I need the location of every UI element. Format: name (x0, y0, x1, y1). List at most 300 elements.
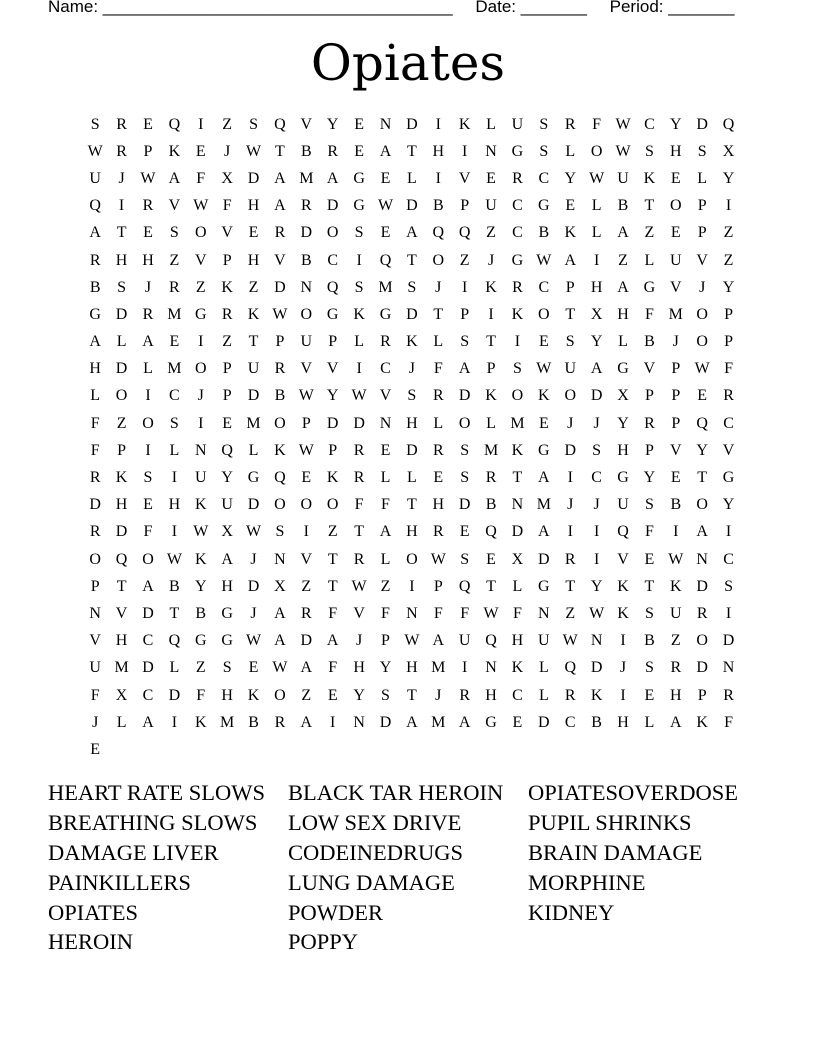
word-column (48, 778, 288, 957)
grid-letter: V (670, 441, 682, 459)
grid-letter: H (617, 305, 629, 323)
grid-letter: H (432, 142, 445, 160)
grid-letter: A (379, 142, 392, 160)
grid-letter: U (670, 604, 682, 622)
grid-letter: R (300, 604, 312, 622)
grid-letter: C (644, 115, 655, 133)
grid-letter: J (250, 550, 257, 568)
grid-letter: C (327, 251, 339, 269)
grid-letter: L (565, 142, 576, 160)
grid-letter: J (92, 713, 99, 731)
grid-letter: P (460, 197, 470, 215)
grid-letter: F (460, 604, 470, 622)
grid-letter: Q (696, 414, 708, 432)
grid-letter: H (115, 632, 128, 650)
grid-letter: W (245, 523, 262, 541)
grid-letter: I (198, 333, 204, 351)
grid-letter: D (142, 604, 154, 622)
grid-letter: Z (301, 577, 312, 595)
grid-letter: A (670, 713, 682, 731)
grid-letter: K (511, 441, 524, 459)
grid-letter: S (724, 577, 734, 595)
grid-letter: B (300, 142, 312, 160)
grid-letter: R (221, 305, 233, 323)
grid-letter: X (221, 523, 233, 541)
grid-letter: P (433, 577, 443, 595)
grid-letter: U (221, 496, 233, 514)
grid-letter: G (194, 305, 207, 323)
grid-letter: G (485, 713, 497, 731)
grid-letter: Q (564, 659, 576, 677)
grid-letter: A (274, 169, 286, 187)
grid-letter: K (696, 713, 708, 731)
grid-letter: V (670, 278, 682, 296)
grid-letter: U (458, 632, 471, 650)
grid-letter: E (143, 115, 153, 133)
grid-letter: R (116, 142, 127, 160)
grid-letter: D (89, 496, 101, 514)
grid-letter: F (354, 496, 364, 514)
grid-letter: L (354, 333, 364, 351)
grid-letter: A (326, 632, 339, 650)
grid-letter: H (89, 360, 101, 378)
grid-letter: C (591, 469, 602, 487)
grid-letter: J (435, 686, 442, 704)
grid-letter: J (567, 496, 574, 514)
grid-letter: B (169, 577, 180, 595)
grid-letter: I (725, 604, 732, 622)
grid-letter: T (433, 305, 444, 323)
grid-letter: M (483, 441, 499, 459)
grid-letter: J (197, 387, 204, 405)
grid-letter: Z (195, 278, 206, 296)
grid-letter: V (696, 251, 708, 269)
grid-letter: S (644, 604, 654, 622)
grid-letter: C (723, 414, 734, 432)
word-item: LOW SEX DRIVE (288, 809, 462, 835)
grid-letter: H (142, 251, 154, 269)
grid-letter: E (380, 224, 391, 242)
grid-letter: S (644, 142, 654, 160)
grid-letter: Y (564, 169, 576, 187)
grid-letter: S (407, 387, 417, 405)
grid-letter: I (145, 387, 151, 405)
grid-letter: H (406, 659, 418, 677)
grid-letter: P (644, 387, 654, 405)
word-item: PUPIL SHRINKS (528, 809, 692, 835)
grid-letter: J (408, 360, 415, 378)
grid-letter: D (538, 550, 550, 568)
grid-letter: E (354, 115, 364, 133)
grid-letter: Y (617, 414, 629, 432)
grid-letter: D (326, 414, 339, 432)
grid-letter: S (460, 550, 470, 568)
grid-letter: Z (222, 333, 233, 351)
grid-letter: T (327, 550, 338, 568)
grid-letter: W (87, 142, 103, 160)
grid-letter: G (194, 632, 207, 650)
grid-letter: O (300, 305, 313, 323)
grid-letter: Z (301, 686, 312, 704)
grid-letter: I (462, 278, 468, 296)
grid-letter: I (725, 523, 732, 541)
grid-letter: G (538, 441, 550, 459)
grid-letter: V (326, 360, 339, 378)
grid-letter: E (380, 441, 391, 459)
grid-letter: T (565, 577, 576, 595)
grid-letter: S (249, 115, 258, 133)
grid-letter: W (536, 360, 552, 378)
grid-letter: O (326, 224, 339, 242)
grid-letter: P (671, 387, 681, 405)
grid-letter: E (644, 550, 655, 568)
grid-letter: M (431, 713, 446, 731)
grid-letter: Z (459, 251, 470, 269)
grid-letter: E (538, 414, 549, 432)
grid-letter: L (90, 387, 101, 405)
grid-letter: P (275, 333, 285, 351)
grid-letter: Z (723, 251, 734, 269)
grid-letter: I (198, 115, 204, 133)
grid-letter: L (116, 713, 127, 731)
grid-letter: A (168, 169, 181, 187)
grid-letter: D (538, 713, 550, 731)
grid-letter: T (486, 577, 496, 595)
grid-letter: E (459, 523, 470, 541)
grid-letter: B (644, 333, 655, 351)
grid-letter: H (353, 659, 365, 677)
grid-letter: R (485, 469, 497, 487)
grid-letter: A (696, 523, 708, 541)
grid-letter: A (432, 632, 445, 650)
grid-letter: S (354, 224, 364, 242)
grid-letter: R (512, 278, 523, 296)
grid-letter: F (381, 496, 390, 514)
grid-letter: A (538, 523, 550, 541)
grid-letter: S (512, 360, 522, 378)
grid-letter: D (406, 441, 418, 459)
grid-letter: I (567, 469, 573, 487)
grid-letter: P (486, 360, 496, 378)
grid-letter: R (353, 550, 365, 568)
grid-letter: T (406, 686, 417, 704)
grid-letter: S (644, 659, 654, 677)
grid-letter: Q (274, 115, 286, 133)
grid-letter: T (327, 577, 338, 595)
grid-letter: G (511, 251, 524, 269)
grid-letter: P (671, 360, 681, 378)
grid-letter: J (144, 278, 152, 296)
grid-letter: L (618, 333, 628, 351)
grid-letter: I (593, 251, 600, 269)
grid-letter: A (142, 713, 154, 731)
grid-letter: E (195, 142, 206, 160)
grid-letter: O (590, 142, 603, 160)
grid-letter: V (353, 604, 365, 622)
grid-letter: G (353, 169, 365, 187)
grid-letter: I (725, 197, 732, 215)
grid-letter: S (169, 224, 179, 242)
grid-letter: V (300, 550, 313, 568)
word-column (288, 778, 528, 957)
grid-letter: H (511, 632, 524, 650)
grid-letter: B (617, 197, 629, 215)
grid-letter: Y (221, 469, 233, 487)
grid-letter: R (89, 523, 101, 541)
grid-letter: B (274, 387, 286, 405)
grid-letter: G (511, 142, 524, 160)
grid-letter: D (300, 632, 313, 650)
grid-letter: K (168, 142, 181, 160)
grid-letter: P (460, 305, 470, 323)
grid-letter: D (326, 197, 339, 215)
grid-letter: E (222, 414, 233, 432)
grid-letter: H (115, 251, 128, 269)
grid-letter: W (562, 632, 578, 650)
grid-letter: D (590, 387, 603, 405)
word-item: BRAIN DAMAGE (528, 839, 703, 865)
grid-letter: S (539, 142, 549, 160)
grid-letter: P (724, 333, 734, 351)
grid-letter: I (567, 523, 573, 541)
grid-letter: R (723, 387, 734, 405)
grid-letter: S (644, 496, 654, 514)
grid-letter: G (617, 469, 629, 487)
grid-letter: Y (696, 441, 708, 459)
grid-letter: V (194, 251, 207, 269)
grid-letter: J (487, 251, 495, 269)
grid-letter: K (511, 659, 524, 677)
grid-letter: A (458, 713, 471, 731)
grid-letter: N (194, 441, 207, 459)
grid-letter: G (247, 469, 260, 487)
grid-letter: K (247, 305, 260, 323)
grid-letter: Y (722, 169, 735, 187)
grid-letter: Z (618, 251, 628, 269)
grid-letter: O (538, 305, 550, 323)
grid-letter: M (246, 414, 261, 432)
grid-letter: A (142, 333, 154, 351)
grid-letter: O (458, 414, 471, 432)
grid-letter: D (406, 115, 418, 133)
grid-letter: R (274, 360, 286, 378)
grid-letter: V (458, 169, 471, 187)
grid-letter: I (462, 142, 468, 160)
grid-letter: O (696, 496, 708, 514)
grid-letter: A (379, 523, 392, 541)
grid-letter: B (591, 713, 602, 731)
grid-letter: V (300, 360, 313, 378)
grid-letter: O (274, 496, 286, 514)
grid-letter: I (593, 550, 600, 568)
grid-letter: T (512, 469, 523, 487)
grid-letter: M (378, 278, 393, 296)
grid-letter: R (89, 251, 101, 269)
grid-letter: X (221, 169, 233, 187)
grid-letter: O (142, 550, 154, 568)
grid-letter: A (300, 659, 313, 677)
grid-letter: O (406, 550, 418, 568)
grid-letter: G (379, 305, 392, 323)
grid-letter: I (145, 441, 151, 459)
grid-letter: J (593, 414, 600, 432)
grid-letter: B (195, 604, 207, 622)
grid-letter: T (565, 305, 576, 323)
grid-letter: B (89, 278, 101, 296)
grid-letter: M (167, 360, 182, 378)
grid-letter: P (565, 278, 575, 296)
grid-letter: S (169, 414, 179, 432)
grid-letter: E (248, 659, 259, 677)
grid-letter: R (274, 224, 286, 242)
grid-letter: W (272, 659, 288, 677)
grid-letter: N (511, 496, 524, 514)
puzzle-title: Opiates (310, 34, 506, 92)
grid-letter: L (143, 360, 153, 378)
grid-letter: W (351, 577, 367, 595)
grid-letter: L (538, 659, 549, 677)
grid-letter: A (274, 632, 286, 650)
grid-letter: A (326, 169, 339, 187)
grid-letter: D (115, 523, 128, 541)
grid-letter: T (406, 251, 417, 269)
grid-letter: T (116, 577, 127, 595)
grid-letter: R (512, 169, 523, 187)
grid-letter: G (353, 197, 365, 215)
grid-letter: R (564, 686, 576, 704)
grid-letter: L (486, 115, 496, 133)
grid-letter: Y (722, 278, 735, 296)
grid-letter: O (696, 333, 708, 351)
grid-letter: C (564, 713, 576, 731)
grid-letter: F (592, 115, 602, 133)
grid-letter: P (724, 305, 734, 323)
grid-letter: W (166, 550, 182, 568)
grid-letter: L (486, 414, 496, 432)
grid-letter: O (511, 387, 524, 405)
grid-letter: H (617, 713, 629, 731)
grid-letter: Y (590, 333, 603, 351)
grid-letter: I (171, 469, 178, 487)
grid-letter: H (670, 142, 682, 160)
grid-letter: X (274, 577, 286, 595)
grid-letter: O (696, 305, 708, 323)
grid-letter: L (433, 414, 444, 432)
grid-letter: C (142, 632, 154, 650)
name-field: Name: _____________________________________ (48, 0, 453, 16)
grid-letter: B (300, 251, 312, 269)
grid-letter: Z (195, 659, 206, 677)
grid-letter: P (381, 632, 390, 650)
grid-letter: K (353, 305, 365, 323)
grid-letter: L (380, 469, 391, 487)
grid-letter: H (670, 686, 682, 704)
grid-letter: G (221, 604, 233, 622)
word-item: POPPY (288, 929, 359, 955)
grid-letter: H (432, 496, 445, 514)
grid-letter: G (722, 469, 735, 487)
grid-letter: L (380, 550, 391, 568)
grid-letter: K (274, 441, 286, 459)
grid-letter: N (485, 142, 497, 160)
grid-letter: Y (590, 577, 603, 595)
grid-letter: P (671, 414, 681, 432)
grid-letter: C (142, 686, 154, 704)
word-item: OPIATES (48, 899, 139, 925)
grid-letter: D (142, 659, 154, 677)
grid-letter: T (406, 496, 417, 514)
grid-letter: T (116, 224, 127, 242)
grid-letter: J (250, 604, 257, 622)
grid-letter: E (565, 197, 576, 215)
grid-letter: S (117, 278, 127, 296)
grid-letter: F (644, 523, 654, 541)
grid-letter: F (433, 604, 443, 622)
grid-letter: N (485, 659, 497, 677)
grid-letter: P (697, 197, 707, 215)
grid-letter: I (409, 577, 415, 595)
grid-letter: L (644, 713, 655, 731)
grid-letter: Y (722, 496, 735, 514)
grid-letter: R (432, 523, 444, 541)
grid-letter: U (670, 251, 682, 269)
grid-letter: I (435, 169, 441, 187)
grid-letter: K (485, 387, 497, 405)
word-item: KIDNEY (528, 899, 615, 925)
grid-letter: W (536, 251, 552, 269)
worksheet-header (48, 0, 734, 17)
grid-letter: D (458, 496, 471, 514)
grid-letter: R (142, 305, 154, 323)
grid-letter: L (697, 169, 708, 187)
grid-letter: T (354, 523, 364, 541)
grid-letter: V (274, 251, 286, 269)
grid-letter: O (89, 550, 101, 568)
grid-letter: A (89, 333, 101, 351)
grid-letter: Q (485, 632, 497, 650)
grid-letter: R (169, 278, 180, 296)
grid-letter: V (89, 632, 101, 650)
grid-letter: Q (617, 523, 629, 541)
grid-letter: W (615, 115, 631, 133)
grid-letter: Q (89, 197, 101, 215)
grid-letter: I (171, 523, 178, 541)
grid-letter: R (723, 686, 734, 704)
grid-letter: S (460, 469, 470, 487)
grid-letter: S (90, 115, 100, 133)
grid-letter: P (117, 441, 127, 459)
grid-letter: Z (222, 115, 233, 133)
grid-letter: P (222, 360, 232, 378)
grid-letter: F (724, 360, 734, 378)
grid-letter: W (298, 441, 314, 459)
grid-letter: L (169, 441, 180, 459)
grid-letter: J (619, 659, 627, 677)
grid-letter: B (670, 496, 682, 514)
grid-letter: Z (116, 414, 127, 432)
grid-letter: Q (115, 550, 128, 568)
grid-letter: K (458, 115, 471, 133)
grid-letter: K (617, 604, 629, 622)
letter-grid (82, 111, 742, 764)
grid-letter: W (272, 305, 288, 323)
grid-letter: C (512, 686, 523, 704)
grid-letter: J (699, 278, 706, 296)
grid-letter: Q (485, 523, 497, 541)
grid-letter: R (353, 441, 365, 459)
grid-letter: E (486, 169, 496, 187)
grid-letter: G (538, 577, 550, 595)
